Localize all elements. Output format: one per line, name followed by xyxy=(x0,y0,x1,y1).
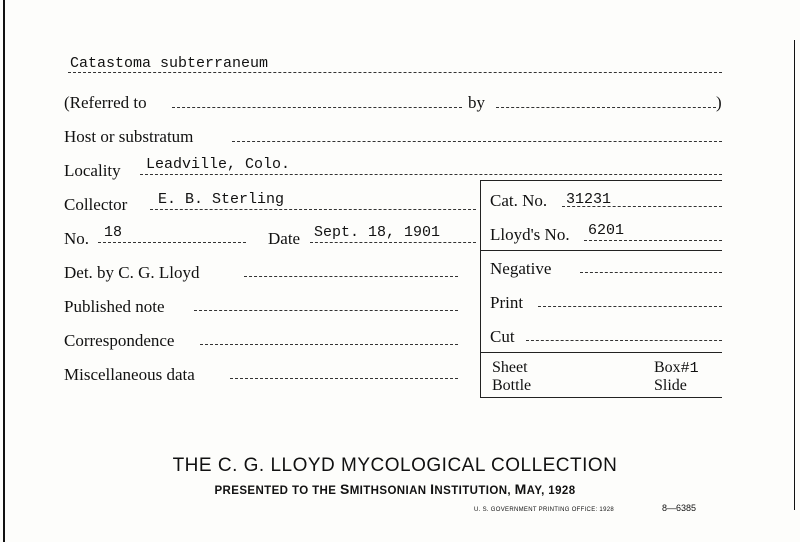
collection-subtitle xyxy=(0,482,790,498)
box-number-label xyxy=(654,360,699,376)
cut-line xyxy=(526,340,722,341)
locality-value: Leadville, Colo. xyxy=(146,156,291,173)
host-line xyxy=(232,141,722,142)
box-left-border xyxy=(480,180,481,398)
misc-label: Miscellaneous data xyxy=(64,365,195,384)
referred-close-paren: ) xyxy=(716,93,722,112)
print-line xyxy=(538,306,722,307)
cat-no-value: 31231 xyxy=(566,191,612,208)
collector-line xyxy=(150,209,476,210)
box-label: Box xyxy=(654,359,681,376)
species-line xyxy=(68,72,722,73)
negative-label: Negative xyxy=(490,259,552,278)
cut-label: Cut xyxy=(490,327,515,346)
det-line xyxy=(244,276,458,277)
subtitle-mid2: NSTITUTION, xyxy=(434,485,515,497)
subtitle-s: S xyxy=(339,481,350,497)
correspondence-label: Correspondence xyxy=(64,331,175,350)
correspondence-line xyxy=(200,344,458,345)
no-label: No. xyxy=(64,229,90,248)
collection-title: THE C. G. LLOYD MYCOLOGICAL COLLECTION xyxy=(172,455,618,476)
misc-line xyxy=(230,378,458,379)
box-bottom-border xyxy=(480,397,722,398)
subtitle-m: M xyxy=(514,481,527,497)
cat-no-label: Cat. No. xyxy=(490,191,548,210)
subtitle-end: AY, 1928 xyxy=(526,485,576,497)
slide-label: Slide xyxy=(654,377,687,394)
host-label: Host or substratum xyxy=(64,127,194,146)
locality-line xyxy=(140,174,722,175)
collector-label: Collector xyxy=(64,195,128,214)
negative-line xyxy=(580,272,722,273)
no-value: 18 xyxy=(104,224,123,241)
box-divider-2 xyxy=(480,352,722,353)
referred-to-line xyxy=(172,107,462,108)
published-line xyxy=(194,310,458,311)
lloyd-no-label: Lloyd's No. xyxy=(490,225,570,244)
date-label: Date xyxy=(268,229,301,248)
subtitle-mid1: MITHSONIAN xyxy=(349,485,431,497)
det-label: Det. by C. G. Lloyd xyxy=(64,263,200,282)
print-label: Print xyxy=(490,293,524,312)
collector-value: E. B. Sterling xyxy=(158,191,285,208)
subtitle-pre: PRESENTED TO THE xyxy=(214,485,340,497)
by-line xyxy=(496,107,716,108)
published-label: Published note xyxy=(64,297,165,316)
by-label: by xyxy=(468,93,485,112)
box-value: #1 xyxy=(680,360,699,377)
referred-to-label: (Referred to xyxy=(64,93,147,112)
box-top-border xyxy=(480,180,722,181)
locality-label: Locality xyxy=(64,161,121,180)
species-name: Catastoma subterraneum xyxy=(70,55,269,72)
cat-no-line xyxy=(562,206,722,207)
card-right-edge xyxy=(794,40,795,510)
bottle-label: Bottle xyxy=(492,377,532,394)
date-value: Sept. 18, 1901 xyxy=(314,224,441,241)
lloyd-no-line xyxy=(584,240,722,241)
box-divider-1 xyxy=(480,250,722,251)
date-line xyxy=(310,242,476,243)
form-number: 8—6385 xyxy=(662,503,697,513)
subtitle-i: I xyxy=(430,481,435,497)
sheet-label: Sheet xyxy=(492,359,528,376)
printing-office-note: U. S. GOVERNMENT PRINTING OFFICE: 1928 xyxy=(474,507,614,513)
no-line xyxy=(98,242,246,243)
lloyd-no-value: 6201 xyxy=(588,222,625,239)
